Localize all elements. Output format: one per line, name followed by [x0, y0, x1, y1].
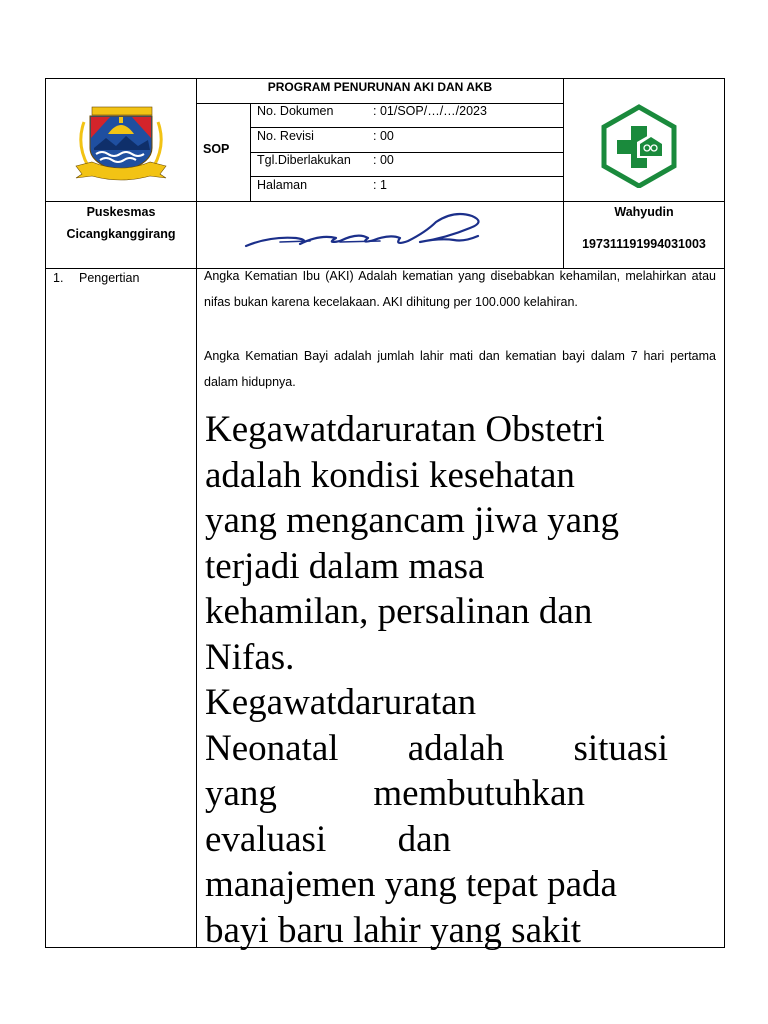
effective-date-label: Tgl.Diberlakukan — [257, 153, 351, 167]
large-text-block — [205, 407, 715, 953]
large-text-line: yang membutuhkan — [205, 773, 585, 814]
large-text-line: manajemen yang tepat pada — [205, 864, 617, 905]
revision-label: No. Revisi — [257, 129, 314, 143]
program-title: PROGRAM PENURUNAN AKI DAN AKB — [267, 80, 493, 94]
paragraph-aki: Angka Kematian Ibu (AKI) Adalah kematian yang disebabkan kehamilan, melahirkan atau nifas bukan karena kecelakaan. AKI dihitung per 100.000 kelahiran. — [204, 269, 716, 309]
puskesmas-cross-icon — [597, 104, 681, 188]
large-text-line: bayi baru lahir yang sakit — [205, 909, 582, 951]
handwritten-signature — [240, 208, 500, 260]
large-text-line: adalah kondisi kesehatan — [205, 454, 575, 496]
large-text-line: Kegawatdaruratan — [205, 682, 477, 723]
sop-label: SOP — [203, 142, 230, 156]
large-text-line: terjadi dalam masa — [205, 545, 485, 587]
large-text-line: Nifas. — [205, 636, 295, 678]
large-text-line: yang mengancam jiwa yang — [205, 500, 620, 541]
section-title: Pengertian — [79, 271, 140, 285]
doc-number-value: : 01/SOP/…/…/2023 — [373, 104, 487, 118]
large-text-line: Kegawatdaruratan Obstetri — [205, 409, 605, 450]
large-text-line: Neonatal adalah situasi — [205, 727, 668, 769]
page-label: Halaman — [257, 178, 308, 192]
org-name-line1: Puskesmas — [86, 205, 156, 219]
page-value: : 1 — [373, 178, 387, 192]
section-number: 1. — [53, 271, 64, 285]
doc-number-label: No. Dokumen — [257, 104, 334, 118]
paragraph-akb: Angka Kematian Bayi adalah jumlah lahir mati dan kematian bayi dalam 7 hari pertama dalam hidupnya. — [204, 349, 716, 389]
signer-name: Wahyudin — [614, 205, 674, 219]
revision-value: : 00 — [373, 129, 394, 143]
regency-seal-logo — [72, 104, 170, 182]
large-text-line: evaluasi dan — [205, 818, 451, 860]
large-text-line: kehamilan, persalinan dan — [205, 591, 593, 632]
org-name-line2: Cicangkanggirang — [66, 227, 176, 241]
effective-date-value: : 00 — [373, 153, 394, 167]
signer-nip: 197311191994031003 — [582, 237, 706, 251]
